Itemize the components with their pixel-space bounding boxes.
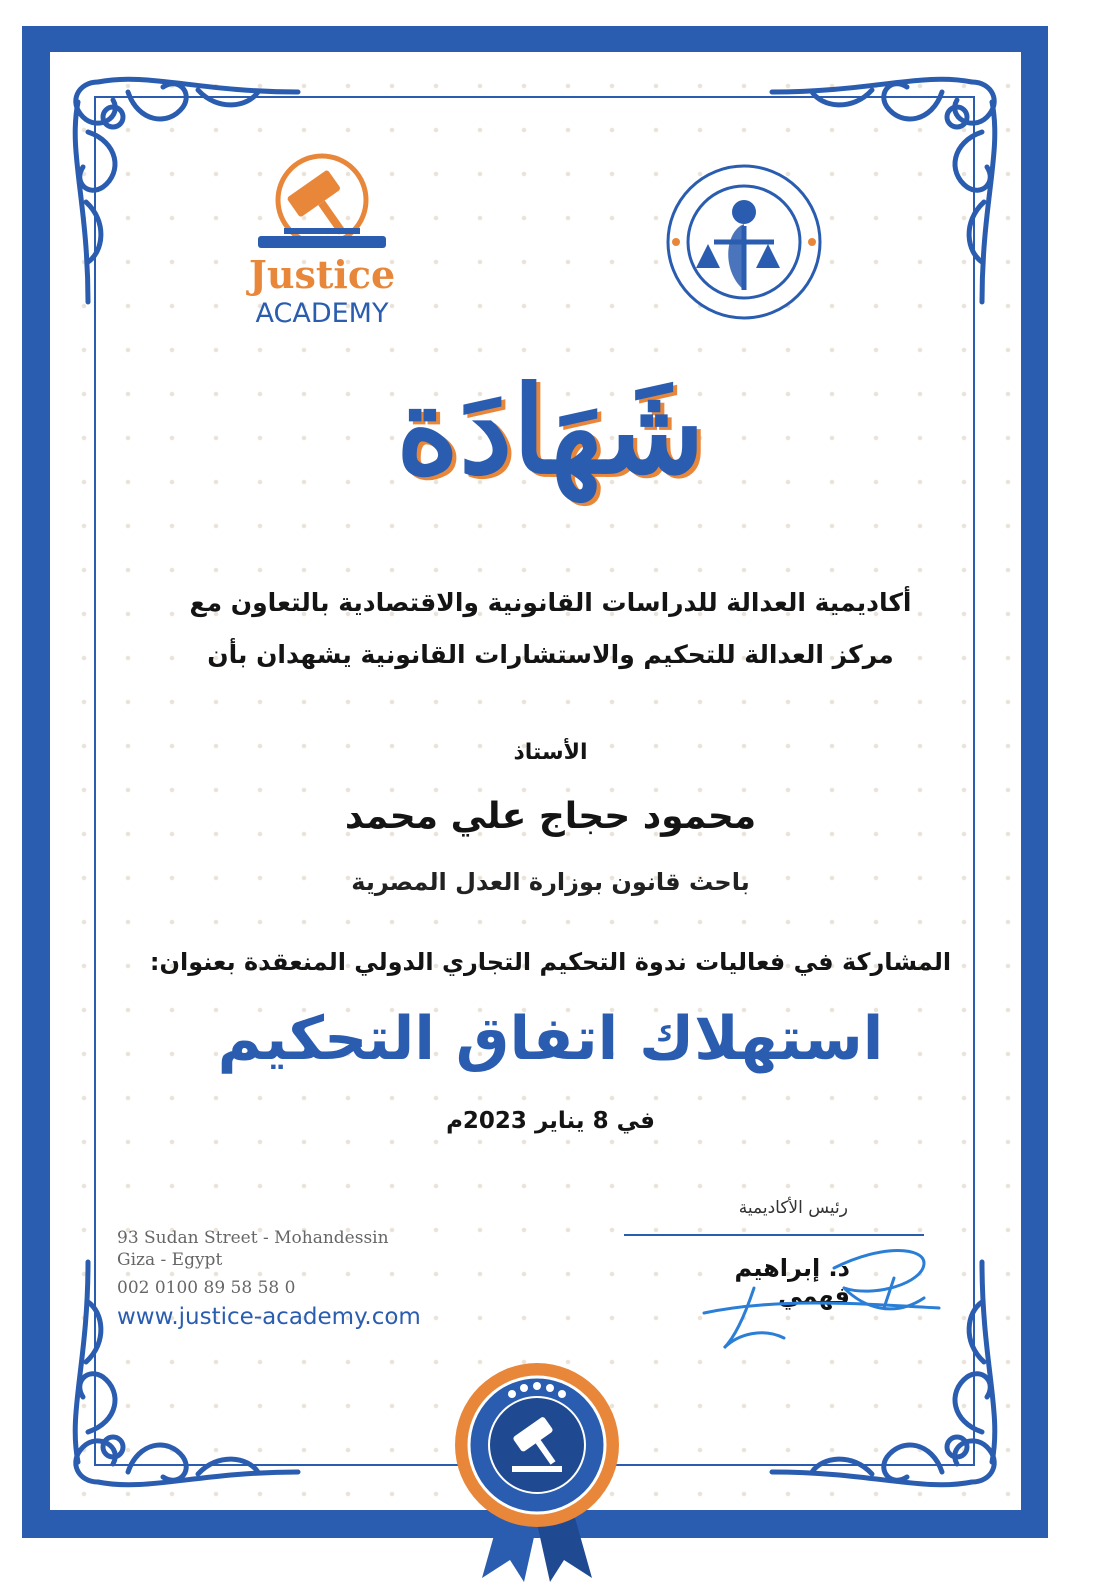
honorific: الأستاذ (513, 740, 588, 765)
recipient-job: باحث قانون بوزارة العدل المصرية (351, 868, 750, 896)
logo-word-justice: Justice (248, 252, 396, 297)
address-line-1: 93 Sudan Street - Mohandessin (117, 1228, 389, 1248)
logo-word-academy: ACADEMY (255, 298, 389, 329)
recipient-name: محمود حجاج علي محمد (344, 796, 757, 837)
participation-line: المشاركة في فعاليات ندوة التحكيم التجاري الدولي المنعقدة بعنوان: (149, 948, 952, 976)
address-line-2: Giza - Egypt (117, 1250, 223, 1270)
gavel-rosette-icon (452, 1360, 622, 1582)
certificate-heading: شَهَادَة (396, 360, 705, 501)
scales-seal-icon (664, 162, 824, 322)
certificate-date: في 8 يناير 2023م (446, 1108, 655, 1134)
signature-line (624, 1234, 924, 1236)
phone-number: 002 0100 89 58 58 0 (117, 1278, 296, 1298)
seminar-topic: استهلاك اتفاق التحكيم (217, 1004, 884, 1074)
website-link[interactable]: www.justice-academy.com (117, 1304, 421, 1330)
intro-line-2: مركز العدالة للتحكيم والاستشارات القانونية يشهدان بأن (207, 640, 894, 669)
signature-title: رئيس الأكاديمية (738, 1198, 848, 1218)
handwritten-signature (694, 1238, 944, 1358)
signatory-name: د. إبراهيم فهمي (734, 1254, 850, 1310)
intro-line-1: أكاديمية العدالة للدراسات القانونية والاقتصادية بالتعاون مع (189, 588, 912, 617)
